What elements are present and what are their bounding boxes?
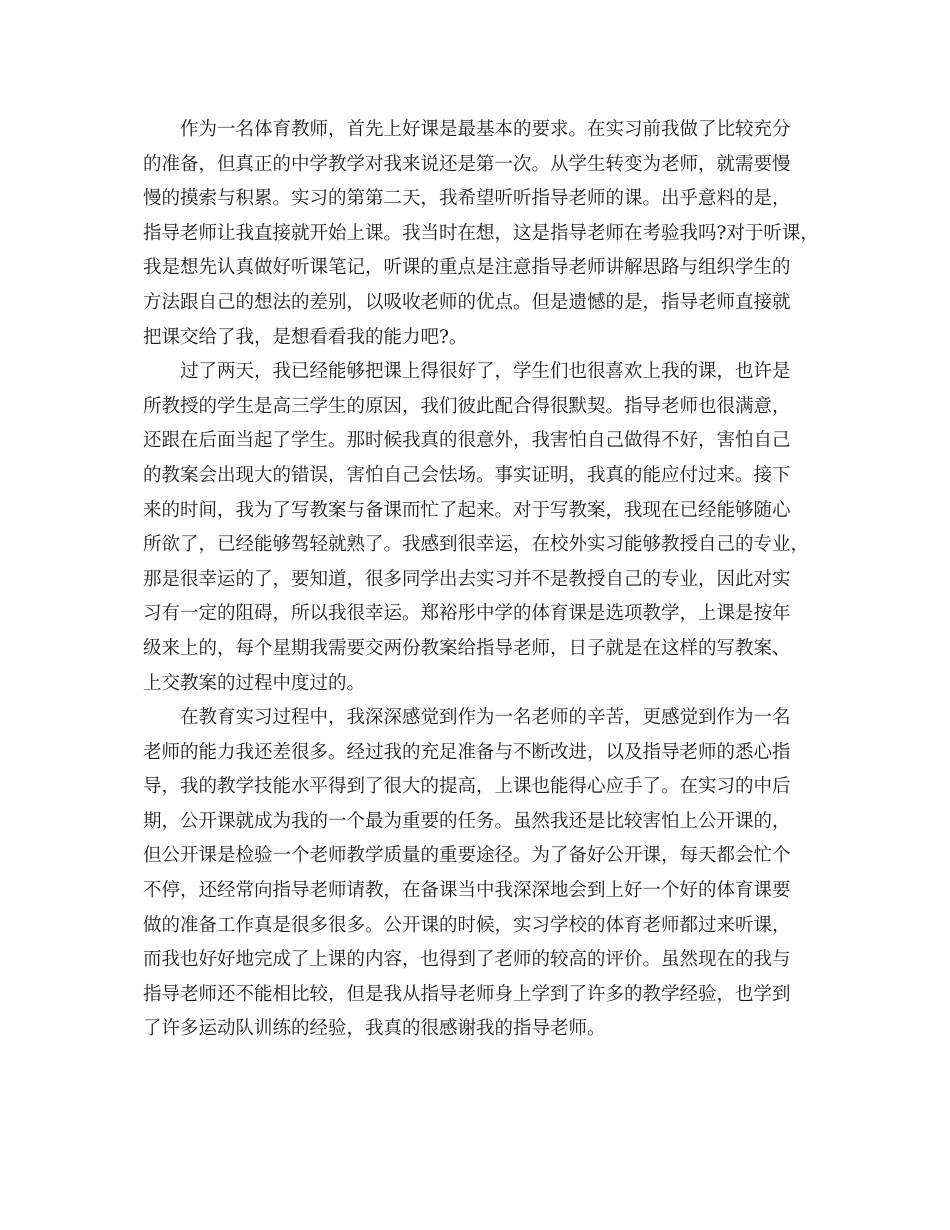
text-line: 所教授的学生是高三学生的原因，我们彼此配合得很默契。指导老师也很满意， [143, 395, 791, 417]
text-line: 了许多运动队训练的经验，我真的很感谢我的指导老师。 [143, 1018, 606, 1040]
text-line: 做的准备工作真是很多很多。公开课的时候，实习学校的体育老师都过来听课， [143, 914, 791, 936]
paragraph-1 [143, 113, 819, 355]
paragraph-3 [143, 701, 815, 1047]
text-line: 我是想先认真做好听课笔记，听课的重点是注意指导老师讲解思路与组织学生的 [143, 257, 791, 279]
text-line: 慢的摸索与积累。实习的第第二天，我希望听听指导老师的课。出乎意料的是， [143, 188, 791, 210]
text-line: 的准备，但真正的中学教学对我来说还是第一次。从学生转变为老师，就需要慢 [143, 153, 791, 175]
text-line: 所欲了，已经能够驾轻就熟了。我感到很幸运，在校外实习能够教授自己的专业， [143, 534, 810, 556]
text-line: 来的时间，我为了写教案与备课而忙了起来。对于写教案，我现在已经能够随心 [143, 499, 791, 521]
text-line: 但公开课是检验一个老师教学质量的重要途径。为了备好公开课，每天都会忙个 [143, 845, 791, 867]
text-line: 还跟在后面当起了学生。那时候我真的很意外，我害怕自己做得不好，害怕自己 [143, 430, 791, 452]
text-line: 过了两天，我已经能够把课上得很好了，学生们也很喜欢上我的课，也许是 [180, 361, 791, 383]
text-line: 的教案会出现大的错误，害怕自己会怯场。事实证明，我真的能应付过来。接下 [143, 464, 791, 486]
text-line: 不停，还经常向指导老师请教，在备课当中我深深地会到上好一个好的体育课要 [143, 880, 791, 902]
paragraph-2 [143, 355, 815, 701]
text-line: 而我也好好地完成了上课的内容，也得到了老师的较高的评价。虽然现在的我与 [143, 949, 791, 971]
text-line: 上交教案的过程中度过的。 [143, 672, 366, 694]
text-line: 那是很幸运的了，要知道，很多同学出去实习并不是教授自己的专业，因此对实 [143, 568, 791, 590]
text-line: 指导老师还不能相比较，但是我从指导老师身上学到了许多的教学经验，也学到 [143, 983, 791, 1005]
text-line: 期，公开课就成为我的一个最为重要的任务。虽然我还是比较害怕上公开课的， [143, 810, 791, 832]
text-line: 级来上的，每个星期我需要交两份教案给指导老师，日子就是在这样的写教案、 [143, 637, 791, 659]
document-body [143, 113, 819, 1047]
text-line: 老师的能力我还差很多。经过我的充足准备与不断改进，以及指导老师的悉心指 [143, 741, 791, 763]
text-line: 导，我的教学技能水平得到了很大的提高，上课也能得心应手了。在实习的中后 [143, 776, 791, 798]
text-line: 作为一名体育教师，首先上好课是最基本的要求。在实习前我做了比较充分 [180, 119, 791, 140]
text-line: 把课交给了我，是想看看我的能力吧?。 [143, 326, 468, 348]
text-line: 习有一定的阻碍，所以我很幸运。郑裕彤中学的体育课是选项教学，上课是按年 [143, 603, 791, 625]
text-line: 指导老师让我直接就开始上课。我当时在想，这是指导老师在考验我吗?对于听课， [143, 222, 819, 244]
text-line: 在教育实习过程中，我深深感觉到作为一名老师的辛苦，更感觉到作为一名 [180, 707, 791, 729]
text-line: 方法跟自己的想法的差别，以吸收老师的优点。但是遗憾的是，指导老师直接就 [143, 291, 791, 313]
